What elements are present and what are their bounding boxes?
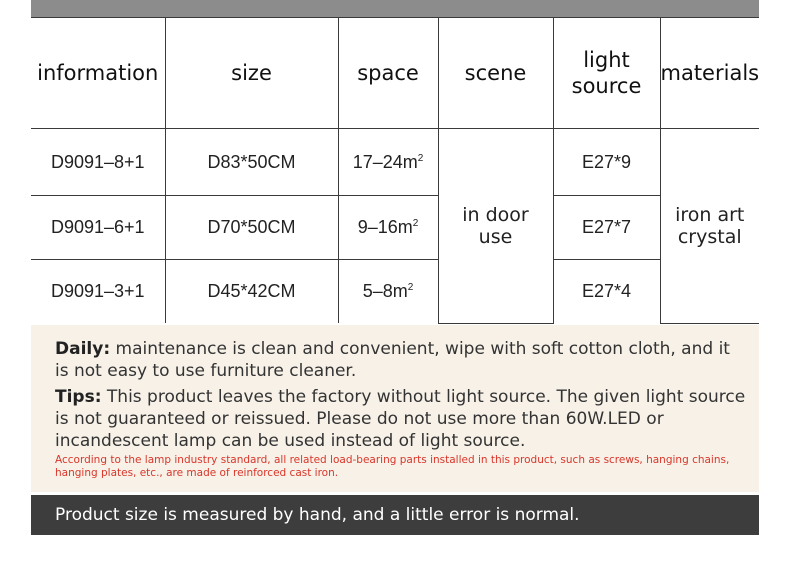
notes-panel: [31, 325, 759, 492]
daily-note: [55, 338, 747, 382]
table-row: [31, 196, 759, 260]
cell-materials: [660, 129, 759, 324]
spec-table: [31, 17, 759, 324]
header-space: space: [338, 18, 438, 129]
footer-text: Product size is measured by hand, and a little error is normal.: [55, 505, 580, 525]
cell-space: [338, 196, 438, 260]
table-row: [31, 260, 759, 324]
materials-text: iron art crystal: [675, 203, 745, 248]
space-unit-sup: 2: [417, 152, 424, 164]
cell-light-source: E27*7: [553, 196, 660, 260]
daily-text: maintenance is clean and convenient, wipe with soft cotton cloth, and it is not easy to use furniture cleaner.: [55, 339, 730, 381]
tips-label: Tips:: [55, 387, 102, 407]
tips-text: This product leaves the factory without light source. The given light source is not guaranteed or reissued. Please do not use more than 60W.LED or incandescent lamp can be used instead of light source.: [55, 387, 746, 451]
header-materials: materials: [660, 18, 759, 129]
space-value: 17–24m: [352, 151, 418, 172]
space-unit-sup: 2: [412, 218, 419, 229]
cell-information: D9091–6+1: [31, 196, 165, 260]
cell-information: D9091–8+1: [31, 129, 165, 196]
tips-note: [55, 386, 747, 452]
daily-label: Daily:: [55, 339, 111, 359]
cell-size: D45*42CM: [165, 260, 338, 324]
space-value: 9–16m: [357, 217, 413, 237]
footer-banner: [31, 495, 759, 535]
cell-light-source: E27*9: [553, 129, 660, 196]
space-value: 5–8m: [362, 281, 408, 301]
header-row: [31, 18, 759, 129]
header-size: size: [165, 18, 338, 129]
cell-information: D9091–3+1: [31, 260, 165, 324]
header-scene: scene: [438, 18, 553, 129]
cell-size: D83*50CM: [165, 129, 338, 196]
scene-text: in door use: [462, 203, 529, 248]
industry-standard-note: According to the lamp industry standard, all related load-bearing parts installed in this product, such as screws, hanging chains, hanging plates, etc., are made of reinforced cast iron.: [55, 454, 730, 479]
cell-scene: [438, 129, 553, 324]
header-light-source: light source: [553, 18, 660, 129]
cell-light-source: E27*4: [553, 260, 660, 324]
table-row: [31, 129, 759, 196]
cell-size: D70*50CM: [165, 196, 338, 260]
top-bar: [31, 0, 759, 17]
header-information: information: [31, 18, 165, 129]
cell-space: [338, 129, 438, 196]
cell-space: [338, 260, 438, 324]
space-unit-sup: 2: [407, 282, 414, 293]
